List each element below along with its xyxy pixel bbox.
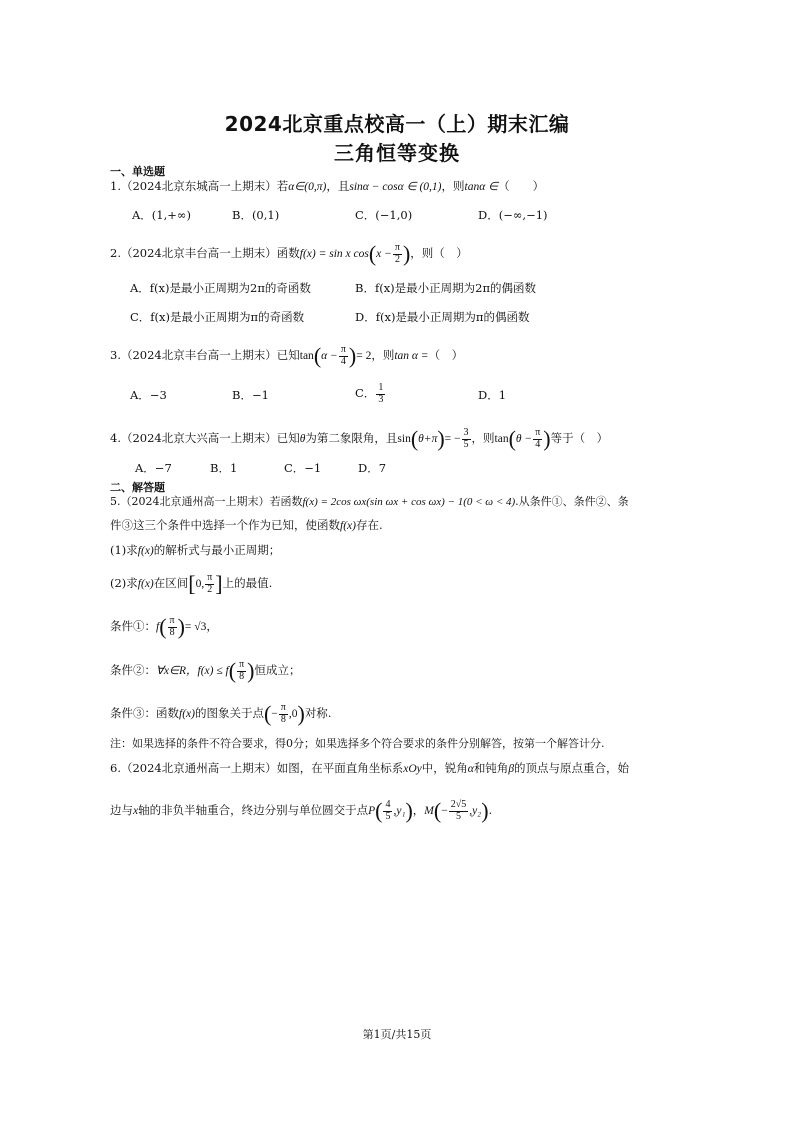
question-5-sub-2: (2)求f(x)在区间[0, $\frac{\pi}{2}$ ]上的最值. [110, 571, 273, 596]
q1-option-b: B．(0,1) [232, 208, 280, 222]
question-5-line-1 [110, 496, 629, 508]
q5-condition-3: 条件③：函数f(x)的图象关于点(− $\frac{\pi}{8}$ ,0)对称. [110, 701, 332, 726]
q5-sub2-interval-a: 0, [195, 578, 205, 590]
q5-c3-fraction [279, 703, 288, 725]
q4-fraction-2 [533, 428, 542, 450]
q6-p-fraction [383, 800, 392, 822]
q4-then: ，则 [471, 431, 495, 445]
q5-sub2-tail: 上的最值. [222, 576, 273, 590]
q5-condition-1: 条件①：f( $\frac{\pi}{8}$ )= √3， [110, 614, 218, 639]
q6-end: . [488, 803, 493, 817]
q2-prefix: 2.（2024北京丰台高一上期末）函数 [110, 246, 300, 260]
question-4: 4.（2024北京大兴高一上期末）已知θ为第二象限角，且sin(θ+π)= − $\frac{3}{5}$ ，则tan(θ − $\frac{\pi}{4}$ )等于（ ） [110, 426, 609, 451]
q6-m-fraction [449, 800, 469, 822]
q2-paren-close: ) [402, 241, 411, 266]
question-6-line-2: 边与x轴的非负半轴重合，终边分别与单位圆交于点P( $\frac{4}{5}$ ,y₁)，M(− $\frac{2√5}{5}$ ,y₂). [110, 798, 493, 823]
q5-c2-frac-den: 8 [239, 670, 245, 682]
q2-frac-num: π [394, 242, 400, 253]
q5-condition-2: 条件②：∀x∈R，f(x) ≤ f( $\frac{\pi}{8}$ )恒成立； [110, 658, 301, 683]
q6-line2-mid: 轴的非负半轴重合，终边分别与单位圆交于点 [138, 803, 369, 817]
q5-c2-label: 条件②： [110, 663, 156, 677]
q5-sub1-prefix: (1)求 [110, 543, 138, 557]
q1-ask: ，则 [441, 179, 465, 193]
q6-p-den: 5 [385, 810, 391, 822]
q5-c3-frac-num: π [280, 702, 286, 713]
q4-option-d: D．7 [358, 461, 387, 475]
q5-sub2-f: f(x) [137, 578, 154, 590]
q3-eq: = 2 [356, 350, 372, 362]
q6-x: x [133, 805, 139, 817]
question-6-line-1 [110, 763, 629, 776]
q6-sep: ， [412, 803, 425, 817]
section-heading-single-choice: 一、单选题 [110, 165, 165, 178]
q4-fraction [462, 428, 471, 450]
q3-option-d: D．1 [478, 388, 507, 402]
question-5-line-2 [110, 520, 383, 533]
q4-tail: 等于（ ） [550, 431, 609, 445]
q3-option-b: B．−1 [232, 388, 269, 402]
q6-line2-prefix: 边与 [110, 803, 133, 817]
q3-fraction [339, 345, 348, 367]
q4-frac2-den: 4 [535, 438, 541, 450]
q4-sin: sin [397, 433, 411, 445]
q6-m-num: 2√5 [450, 799, 467, 810]
q2-option-d: D．f(x)是最小正周期为π的偶函数 [355, 310, 530, 324]
q1-cond2: sinα − cosα ∈ (0,1) [349, 181, 442, 193]
q5-note: 注：如果选择的条件不符合要求，得0分；如果选择多个符合要求的条件分别解答，按第一个解答计分. [110, 737, 605, 750]
q5-c1-label: 条件①： [110, 619, 156, 633]
q6-p-num: 4 [385, 799, 391, 810]
document-title: 2024北京重点校高一（上）期末汇编 [224, 112, 570, 136]
q6-mid: 中，锐角 [421, 761, 468, 775]
q2-tail: ，则（ ） [410, 246, 468, 260]
q5-prefix: 5.（2024北京通州高一上期末）若函数 [110, 495, 303, 508]
q2-paren-open: ( [368, 241, 377, 266]
q6-xoy: xOy [403, 763, 422, 775]
q4-eq: = − [444, 433, 461, 445]
q1-blank: （ ） [498, 179, 545, 193]
q1-option-d: D．(−∞,−1) [478, 208, 548, 222]
q2-fraction [393, 243, 402, 265]
q4-mid: 为第二象限角，且 [305, 431, 398, 445]
question-2 [110, 243, 468, 265]
q1-mid: ，且 [326, 179, 350, 193]
page-number-footer: 第1页/共15页 [362, 1028, 432, 1041]
q3-tail1: ，则 [371, 348, 395, 362]
q5-c1-fraction [168, 616, 177, 638]
question-1 [110, 181, 544, 194]
q1-option-a: A．(1,+∞) [132, 208, 191, 222]
q6-m-y: ,y₂ [469, 805, 482, 817]
q4-arg2: θ − [515, 433, 533, 445]
q1-prefix: 1.（2024北京东城高一上期末）若 [110, 179, 289, 193]
q3-frac-den: 4 [340, 355, 346, 367]
question-3: 3.（2024北京丰台高一上期末）已知tan(α − $\frac{\pi}{4}$ )= 2，则tan α =（ ） [110, 343, 464, 368]
q3-expr: tan α = [394, 350, 429, 362]
q5-c2-a: ∀x∈R， [156, 665, 198, 677]
q1-cond1: α∈(0,π) [288, 181, 327, 193]
q4-arg: θ+π [418, 433, 438, 445]
q5-c3-frac-den: 8 [280, 713, 286, 725]
q3-option-c-label: C． [355, 386, 376, 400]
q3-tail2: （ ） [428, 348, 464, 362]
q5-c1-eq: = √3 [184, 621, 207, 633]
q4-option-b: B．1 [210, 461, 238, 475]
q5-sub1-f: f(x) [137, 545, 154, 557]
q5-c3-tail: 对称. [304, 706, 332, 720]
q1-expr: tanα ∈ [464, 181, 499, 193]
q2-option-c: C．f(x)是最小正周期为π的奇函数 [130, 310, 305, 324]
q3-prefix: 3.（2024北京丰台高一上期末）已知 [110, 348, 300, 362]
q3-tan: tan [299, 350, 314, 362]
q5-c2-fraction [237, 660, 246, 682]
q6-p-y: ,y₁ [393, 805, 406, 817]
q5-line2-f: f(x) [340, 520, 356, 532]
q2-option-a: A．f(x)是最小正周期为2π的奇函数 [130, 281, 311, 295]
q5-c1-f: f [156, 621, 160, 633]
q5-c1-frac-num: π [169, 615, 175, 626]
q3-opt-c-num: 1 [378, 382, 384, 393]
q6-beta: β [508, 763, 515, 775]
q4-tan: tan [494, 433, 509, 445]
q5-c2-frac-num: π [239, 659, 245, 670]
q2-option-b: B．f(x)是最小正周期为2π的偶函数 [355, 281, 537, 295]
q3-frac-num: π [340, 344, 346, 355]
q3-arg: α − [321, 350, 338, 362]
question-5-sub-1 [110, 545, 280, 558]
q5-sub2-frac-num: π [207, 572, 213, 583]
q6-point-p: P [368, 805, 376, 817]
q5-c2-b: f(x) ≤ f [197, 665, 229, 677]
q1-option-c: C．(−1,0) [355, 208, 413, 222]
q4-frac-num: 3 [463, 427, 469, 438]
q4-option-c: C．−1 [284, 461, 322, 475]
q2-frac-den: 2 [394, 253, 400, 265]
section-heading-answer-questions: 二、解答题 [110, 481, 165, 494]
q5-line2-tail: 存在. [355, 518, 383, 532]
q6-m-minus: − [441, 805, 448, 817]
q6-m-den: 5 [455, 810, 461, 822]
q5-c1-frac-den: 8 [169, 626, 175, 638]
q5-sub2-frac-den: 2 [207, 583, 213, 595]
q5-c3-label: 条件③：函数 [110, 706, 179, 720]
q4-option-a: A．−7 [135, 461, 172, 475]
q5-line2: 件③这三个条件中选择一个作为已知，使函数 [110, 518, 340, 532]
q6-prefix: 6.（2024北京通州高一上期末）如图，在平面直角坐标系 [110, 761, 404, 775]
q6-mid2: 和钝角 [473, 761, 509, 775]
q6-line1-tail: 的顶点与原点重合，始 [514, 761, 630, 775]
q3-option-a: A．−3 [130, 388, 167, 402]
q5-sub2-mid: 在区间 [153, 576, 189, 590]
q5-c3-minus: − [271, 708, 278, 720]
q4-frac-den: 5 [463, 438, 469, 450]
q6-point-m: M [424, 805, 434, 817]
q5-sub1-tail: 的解析式与最小正周期； [153, 543, 281, 557]
q3-option-c-fraction [376, 383, 385, 405]
q5-c3-zero: ,0 [288, 708, 298, 720]
q5-c3-f: f(x) [179, 708, 195, 720]
q2-func: f(x) = sin x cos [299, 248, 369, 260]
q4-prefix: 4.（2024北京大兴高一上期末）已知 [110, 431, 300, 445]
q4-frac2-num: π [535, 427, 541, 438]
q4-theta: θ [299, 433, 306, 445]
q5-c2-tail: 恒成立； [254, 663, 301, 677]
q3-opt-c-den: 3 [378, 393, 384, 405]
q5-func: f(x) = 2cos ωx(sin ωx + cos ωx) − 1(0 < ω < 4) [302, 496, 516, 508]
q3-option-c [355, 383, 386, 405]
q2-arg: x − [376, 248, 392, 260]
q5-c1-tail: ， [206, 619, 218, 633]
q5-c3-mid: 的图象关于点 [194, 706, 264, 720]
document-subtitle: 三角恒等变换 [334, 141, 460, 165]
q5-sub2-prefix: (2)求 [110, 576, 138, 590]
q5-sub2-fraction [205, 573, 214, 595]
q5-line1-tail: .从条件①、条件②、条 [515, 495, 629, 508]
q6-alpha: α [467, 763, 474, 775]
